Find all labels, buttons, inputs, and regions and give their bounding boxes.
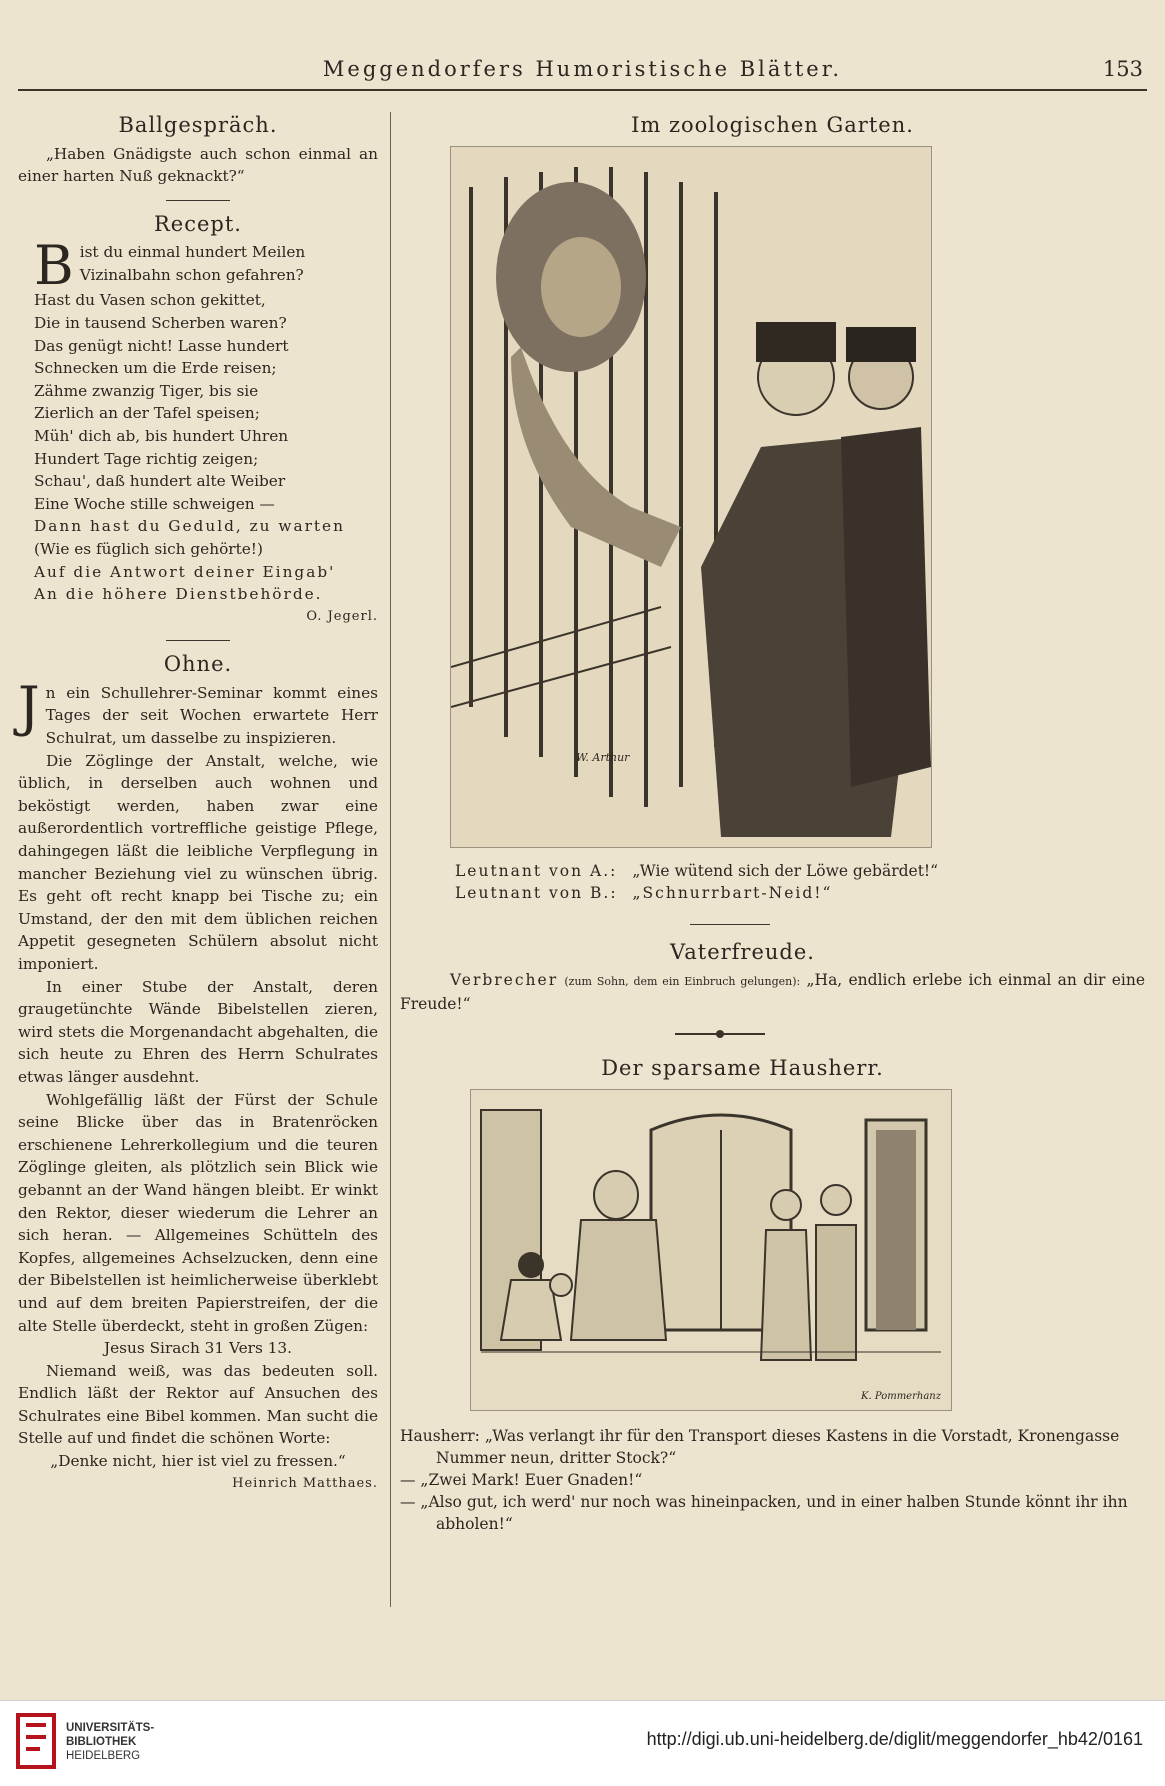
ohne-quote: „Denke nicht, hier ist viel zu fressen.“: [50, 1452, 346, 1471]
vaterfreude-stage: (zum Sohn, dem ein Einbruch gelungen):: [564, 975, 801, 988]
zoo-title: Im zoologischen Garten.: [631, 113, 914, 137]
poem-line: Dann hast du Geduld, zu warten: [34, 517, 345, 536]
zoo-caption-line-2: [455, 882, 1145, 904]
right-column: [400, 108, 1145, 1535]
ohne-author: Heinrich Matthaes.: [232, 1475, 378, 1491]
column-divider: [390, 112, 391, 1607]
poem-line: Das genügt nicht! Lasse hundert: [34, 336, 289, 355]
recept-first-line: [34, 241, 378, 289]
hausherr-illustration-drawing: [471, 1090, 951, 1410]
ohne-paragraph-5: Niemand weiß, was das bedeuten soll. Endlich läßt der Rektor auf Ansuchen des Schulrates eine Bibel kommen. Man sucht die Stelle auf und findet die schönen Worte:: [18, 1361, 378, 1448]
recept-title: Recept.: [154, 211, 242, 236]
zoo-illustration: [450, 146, 932, 848]
section-divider: [690, 924, 770, 925]
ohne-verse: Jesus Sirach 31 Vers 13.: [103, 1339, 293, 1358]
institution-line: HEIDELBERG: [66, 1750, 141, 1762]
ohne-paragraph-4: Wohlgefällig läßt der Fürst der Schule seine Blicke über das in Bratenröcken erschienene Lehrerkollegium und die teuren Zöglinge gleiten, als plötzlich sein Blick wie gebannt an der Wand hängen bleibt. Er winkt den Rektor, dieser wiederum die Lehrer an sich heran. — Allgemeines Schütteln des Kopfes, allgemeines Achselzucken, denn eine der Bibelstellen ist heimlicherweise überklebt und auf dem breiten Papierstreifen, der die alte Stelle überdeckt, steht in großen Zügen:: [18, 1090, 378, 1335]
speaker-b-text: „Schnurrbart-Neid!“: [632, 884, 833, 902]
institution-name: [66, 1721, 154, 1763]
section-divider: [166, 640, 230, 641]
ohne-paragraph: [18, 674, 378, 750]
hausherr-artist-signature: K. Pommerhanz: [861, 1391, 941, 1402]
page-header: [18, 55, 1147, 91]
speaker-b: Leutnant von B.:: [455, 884, 618, 902]
zoo-caption: [455, 860, 1145, 904]
hausherr-line-1: Hausherr: „Was verlangt ihr für den Transport dieses Kastens in die Vorstadt, Kronengasse Nummer neun, dritter Stock?“: [400, 1427, 1120, 1467]
recept-author: O. Jegerl.: [306, 608, 378, 624]
poem-line: Zähme zwanzig Tiger, bis sie: [34, 381, 259, 400]
poem-line: Müh' dich ab, bis hundert Uhren: [34, 426, 289, 445]
source-url-link[interactable]: http://digi.ub.uni-heidelberg.de/diglit/meggendorfer_hb42/0161: [646, 1729, 1143, 1749]
ohne-dropcap: J: [18, 674, 40, 738]
ornament-dot-icon: [716, 1030, 724, 1038]
zoo-illustration-drawing: [451, 147, 931, 847]
ohne-title: Ohne.: [163, 652, 233, 677]
recept-dropcap: B: [34, 241, 74, 290]
vaterfreude-quote: „Ha, endlich erlebe ich einmal an dir eine Freude!“: [400, 971, 1145, 1013]
ballgespraech-text: „Haben Gnädigste auch schon einmal an einer harten Nuß geknackt?“: [18, 144, 378, 186]
section-divider: [166, 200, 230, 201]
poem-line: Auf die Antwort deiner Eingab': [34, 562, 336, 581]
poem-line: Hast du Vasen schon gekittet,: [34, 291, 266, 310]
poem-line: An die höhere Dienstbehörde.: [34, 585, 323, 604]
poem-line: Eine Woche stille schweigen —: [34, 494, 275, 513]
ohne-paragraph-3: In einer Stube der Anstalt, deren graugetünchte Wände Bibelstellen zieren, wird stets die Morgenandacht abgehalten, die sich heute zu Ehren des Herrn Schulrates etwas länger ausdehnt.: [18, 977, 378, 1086]
ohne-paragraph-1: n ein Schullehrer-Seminar kommt eines Tages der seit Wochen erwartete Herr Schulrat, um dasselbe zu inspizieren.: [45, 683, 378, 748]
poem-line: Zierlich an der Tafel speisen;: [34, 404, 260, 423]
ub-heidelberg-logo-icon: [14, 1711, 62, 1773]
left-column: [18, 108, 378, 1495]
poem-line: Vizinalbahn schon gefahren?: [79, 265, 304, 284]
poem-line: Schnecken um die Erde reisen;: [34, 359, 277, 378]
poem-line: (Wie es füglich sich gehörte!): [34, 539, 263, 558]
hausherr-illustration: [470, 1089, 952, 1411]
hausherr-title: Der sparsame Hausherr.: [601, 1056, 884, 1080]
ohne-paragraph-2: Die Zöglinge der Anstalt, welche, wie üblich, in derselben auch wohnen und beköstigt werden, haben zwar eine außerordentlich vortreffliche geistige Pflege, dahingegen läßt die leibliche Verpflegung in mancher Beziehung viel zu wünschen übrig. Es geht oft recht knapp bei Tische zu; ein Umstand, der den mit dem üblichen reichen Appetit gesegneten Schülern absolut nicht imponiert.: [18, 751, 378, 973]
poem-line: ist du einmal hundert Meilen: [79, 243, 306, 262]
zoo-caption-line-1: [455, 860, 1145, 882]
ornament-divider: [675, 1033, 765, 1035]
zoo-artist-signature: W. Arthur: [576, 751, 630, 764]
hausherr-line-2: — „Zwei Mark! Euer Gnaden!“: [400, 1471, 643, 1489]
institution-line: BIBLIOTHEK: [66, 1736, 137, 1748]
page-number: 153: [1102, 57, 1143, 81]
publication-title: Meggendorfers Humoristische Blätter.: [322, 57, 843, 81]
vaterfreude-title: Vaterfreude.: [670, 940, 815, 964]
speaker-a: Leutnant von A.:: [455, 862, 618, 880]
speaker-a-text: „Wie wütend sich der Löwe gebärdet!“: [632, 862, 939, 880]
poem-line: Hundert Tage richtig zeigen;: [34, 449, 259, 468]
hausherr-caption: [400, 1425, 1145, 1535]
ballgespraech-title: Ballgespräch.: [118, 113, 278, 137]
vaterfreude-text: [400, 969, 1145, 1015]
poem-line: Die in tausend Scherben waren?: [34, 313, 287, 332]
hausherr-line-3: — „Also gut, ich werd' nur noch was hineinpacken, und in einer halben Stunde könnt ihr ihn abholen!“: [400, 1493, 1128, 1533]
vaterfreude-speaker: Verbrecher: [450, 971, 559, 989]
recept-poem: [34, 241, 378, 605]
poem-line: Schau', daß hundert alte Weiber: [34, 472, 286, 491]
viewer-footer: [0, 1700, 1165, 1786]
institution-line: UNIVERSITÄTS-: [66, 1722, 155, 1734]
